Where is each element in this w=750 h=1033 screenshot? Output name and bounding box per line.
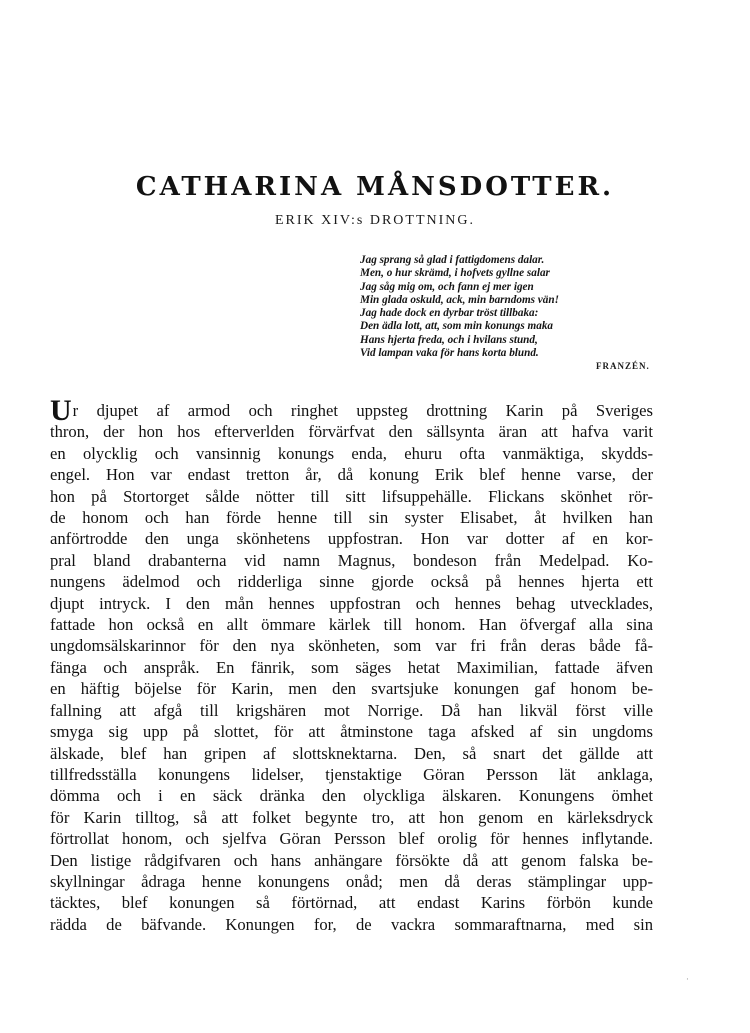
body-line-first — [50, 394, 653, 427]
body-line: förtrollat honom, och sjelfva Göran Persson blef orolig för hennes inflytande. — [50, 829, 653, 849]
epigraph-line: Den ädla lott, att, som min konungs maka — [360, 320, 554, 333]
body-line: pral bland drabanterna vid namn Magnus, bondeson från Medelpad. Ko- — [50, 550, 653, 570]
body-line: Den listige rådgifvaren och hans anhängare försökte då att genom falska be- — [50, 850, 653, 870]
body-line: smyga sig upp på slottet, för att åtminstone taga afsked af sin ungdoms — [50, 722, 653, 742]
epigraph-line: Jag såg mig om, och fann ej mer igen — [360, 280, 534, 293]
body-line: nungens ädelmod och ridderliga sinne gjorde också på hennes hjerta ett — [50, 572, 653, 592]
body-line: thron, der hon hos efterverlden förvärfvat den sällsynta äran att hafva varit — [50, 422, 653, 442]
body-line: för Karin tilltog, så att folket begynte tro, att hon genom en kärleksdryck — [50, 807, 653, 827]
body-line: fänga och anspråk. En fänrik, som säges hetat Maximilian, fattade äfven — [50, 657, 653, 677]
body-line: anförtrodde den unga skönhetens uppfostran. Hon var dotter af en kor- — [50, 529, 653, 549]
body-line: täcktes, blef konungen så förtörnad, att endast Karins förbön kunde — [50, 893, 653, 913]
epigraph-attribution: FRANZÉN. — [596, 361, 650, 371]
body-line: rädda de bäfvande. Konungen for, de vackra sommaraftnarna, med sin — [50, 914, 653, 934]
body-line: hon på Stortorget sålde nötter till sitt lifsuppehälle. Flickans skönhet rör- — [50, 486, 653, 506]
chapter-subtitle: ERIK XIV:s DROTTNING. — [275, 213, 475, 228]
epigraph-line: Jag hade dock en dyrbar tröst tillbaka: — [360, 307, 539, 320]
body-line: en olycklig och vansinnig konungs enda, ehuru ofta vanmäktiga, skydds- — [50, 443, 653, 463]
print-speck: · — [686, 975, 689, 985]
body-line: tillfredsställa konungens lidelser, tjenstaktige Göran Persson lät anklaga, — [50, 764, 653, 784]
epigraph-line: Men, o hur skrämd, i hofvets gyllne salar — [360, 267, 550, 280]
body-line: dömma och i en säck dränka den olyckliga älskaren. Konungens ömhet — [50, 786, 653, 806]
epigraph-line: Hans hjerta freda, och i hvilans stund, — [360, 333, 538, 346]
body-line: älskade, blef han gripen af slottsknektarna. Den, så snart det gällde att — [50, 743, 653, 763]
body-line: de honom och han förde henne till sin syster Elisabet, åt hvilken han — [50, 508, 653, 528]
body-line: en häftig böjelse för Karin, men den svartsjuke konungen gaf honom be- — [50, 679, 653, 699]
body-line: fattade hon också en allt ömmare kärlek till honom. Han öfvergaf alla sina — [50, 615, 653, 635]
drop-cap: U — [50, 394, 72, 427]
epigraph-line: Min glada oskuld, ack, min barndoms vän! — [360, 293, 559, 306]
chapter-title: CATHARINA MÅNSDOTTER. — [135, 172, 615, 202]
epigraph-poem — [360, 254, 660, 360]
body-line-first-text: r djupet af armod och ringhet uppsteg drottning Karin på Sveriges — [72, 401, 653, 420]
epigraph-line: Jag sprang så glad i fattigdomens dalar. — [360, 254, 545, 266]
body-line: fallning att afgå till krigshären mot Norrige. Då han likväl först ville — [50, 700, 653, 720]
body-line: skyllningar ådraga henne konungens onåd; men då deras stämplingar upp- — [50, 871, 653, 891]
body-line: djupt intryck. I den mån hennes uppfostran och hennes behag utvecklades, — [50, 593, 653, 613]
body-paragraph — [50, 394, 653, 935]
epigraph-line: Vid lampan vaka för hans korta blund. — [360, 347, 539, 360]
body-line: ungdomsälskarinnor för den nya skönheten, som var fri från deras både få- — [50, 636, 653, 656]
body-line: engel. Hon var endast tretton år, då konung Erik blef henne varse, der — [50, 465, 653, 485]
